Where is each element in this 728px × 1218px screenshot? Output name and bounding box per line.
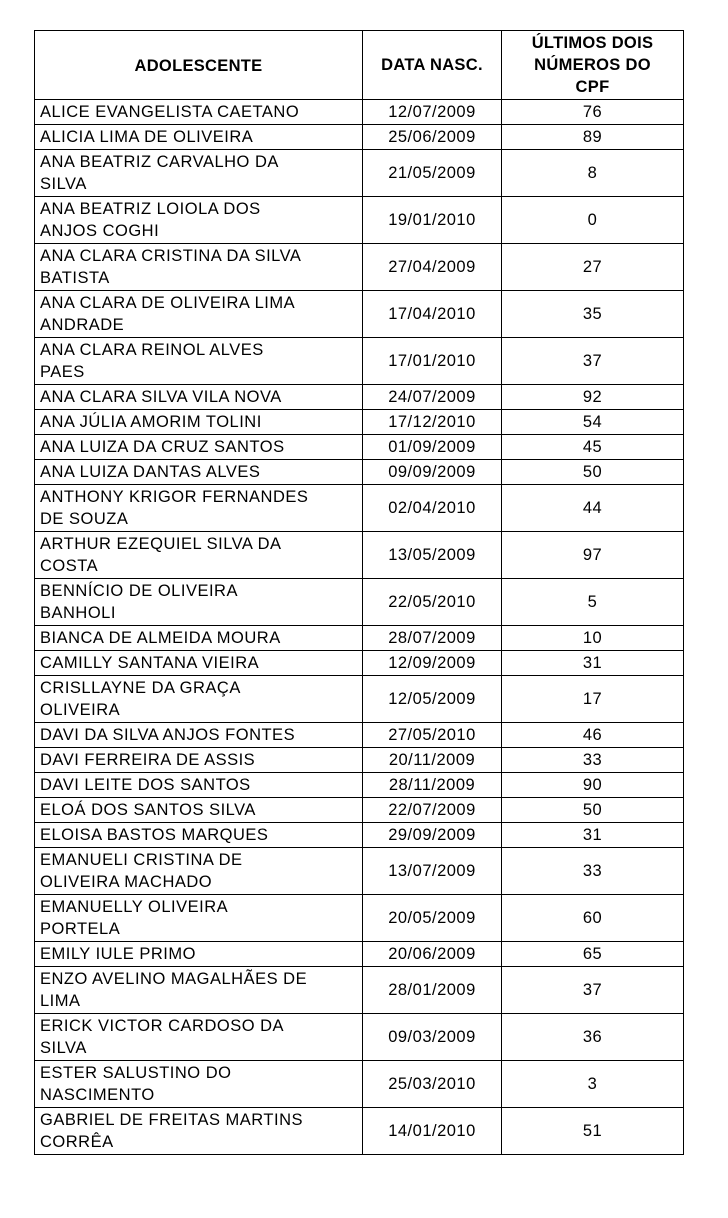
adolescent-name-line: ELOÁ DOS SANTOS SILVA [40, 801, 256, 819]
adolescent-name-cell [35, 895, 363, 942]
adolescent-name-line: ENZO AVELINO MAGALHÃES DE [40, 970, 308, 988]
table-row [35, 385, 684, 410]
cpf-digits-cell: 60 [502, 895, 684, 942]
adolescent-name-cell [35, 773, 363, 798]
adolescent-name-line: ANDRADE [40, 316, 125, 334]
table-row [35, 1061, 684, 1108]
adolescent-name-line: ANA LUIZA DANTAS ALVES [40, 463, 261, 481]
cpf-digits-cell: 31 [502, 823, 684, 848]
birth-date-cell: 27/05/2010 [363, 723, 502, 748]
adolescent-name-cell [35, 626, 363, 651]
adolescent-name-line: CRISLLAYNE DA GRAÇA [40, 679, 241, 697]
adolescent-name-line: DAVI LEITE DOS SANTOS [40, 776, 251, 794]
table-row [35, 967, 684, 1014]
adolescent-name-cell [35, 100, 363, 125]
adolescent-name-cell [35, 385, 363, 410]
table-row [35, 798, 684, 823]
birth-date-cell: 22/07/2009 [363, 798, 502, 823]
header-cpf [502, 31, 684, 100]
birth-date-cell: 25/06/2009 [363, 125, 502, 150]
adolescent-name-cell [35, 460, 363, 485]
birth-date-cell: 29/09/2009 [363, 823, 502, 848]
table-row [35, 1108, 684, 1155]
birth-date-cell: 13/07/2009 [363, 848, 502, 895]
adolescent-name-cell [35, 1061, 363, 1108]
adolescent-name-cell [35, 967, 363, 1014]
table-row [35, 579, 684, 626]
birth-date-cell: 20/11/2009 [363, 748, 502, 773]
adolescent-name-cell [35, 748, 363, 773]
cpf-digits-cell: 46 [502, 723, 684, 748]
birth-date-cell: 01/09/2009 [363, 435, 502, 460]
birth-date-cell: 20/06/2009 [363, 942, 502, 967]
adolescent-name-line: DE SOUZA [40, 510, 129, 528]
birth-date-cell: 19/01/2010 [363, 197, 502, 244]
cpf-digits-cell: 50 [502, 460, 684, 485]
cpf-digits-cell: 97 [502, 532, 684, 579]
cpf-digits-cell: 45 [502, 435, 684, 460]
table-row [35, 244, 684, 291]
adolescent-name-line: EMANUELLY OLIVEIRA [40, 898, 229, 916]
adolescent-name-line: DAVI FERREIRA DE ASSIS [40, 751, 256, 769]
cpf-digits-cell: 44 [502, 485, 684, 532]
adolescent-name-cell [35, 435, 363, 460]
adolescent-name-line: LIMA [40, 992, 81, 1010]
adolescent-name-cell [35, 651, 363, 676]
adolescent-name-line: ANA BEATRIZ LOIOLA DOS [40, 200, 261, 218]
adolescent-name-cell [35, 291, 363, 338]
table-row [35, 125, 684, 150]
birth-date-cell: 12/07/2009 [363, 100, 502, 125]
cpf-digits-cell: 65 [502, 942, 684, 967]
birth-date-cell: 25/03/2010 [363, 1061, 502, 1108]
cpf-digits-cell: 50 [502, 798, 684, 823]
cpf-digits-cell: 35 [502, 291, 684, 338]
header-cpf-line1: ÚLTIMOS DOIS [531, 34, 654, 52]
cpf-digits-cell: 10 [502, 626, 684, 651]
adolescent-name-line: CAMILLY SANTANA VIEIRA [40, 654, 260, 672]
header-adolescente: ADOLESCENTE [35, 31, 363, 100]
birth-date-cell: 14/01/2010 [363, 1108, 502, 1155]
birth-date-cell: 22/05/2010 [363, 579, 502, 626]
table-row [35, 626, 684, 651]
adolescent-name-cell [35, 798, 363, 823]
cpf-digits-cell: 33 [502, 848, 684, 895]
cpf-digits-cell: 36 [502, 1014, 684, 1061]
adolescent-name-line: OLIVEIRA MACHADO [40, 873, 213, 891]
cpf-digits-cell: 8 [502, 150, 684, 197]
adolescent-name-line: ESTER SALUSTINO DO [40, 1064, 232, 1082]
adolescent-name-cell [35, 823, 363, 848]
birth-date-cell: 13/05/2009 [363, 532, 502, 579]
table-row [35, 485, 684, 532]
adolescent-name-cell [35, 125, 363, 150]
birth-date-cell: 17/01/2010 [363, 338, 502, 385]
birth-date-cell: 28/11/2009 [363, 773, 502, 798]
adolescent-name-cell [35, 150, 363, 197]
adolescent-name-line: ANJOS COGHI [40, 222, 160, 240]
cpf-digits-cell: 33 [502, 748, 684, 773]
birth-date-cell: 21/05/2009 [363, 150, 502, 197]
cpf-digits-cell: 37 [502, 967, 684, 1014]
cpf-digits-cell: 3 [502, 1061, 684, 1108]
birth-date-cell: 09/03/2009 [363, 1014, 502, 1061]
adolescent-name-line: DAVI DA SILVA ANJOS FONTES [40, 726, 296, 744]
adolescent-name-line: GABRIEL DE FREITAS MARTINS [40, 1111, 303, 1129]
cpf-digits-cell: 0 [502, 197, 684, 244]
adolescent-name-line: COSTA [40, 557, 99, 575]
table-row [35, 773, 684, 798]
adolescent-name-cell [35, 579, 363, 626]
header-cpf-line3: CPF [575, 78, 610, 96]
birth-date-cell: 17/12/2010 [363, 410, 502, 435]
table-row [35, 651, 684, 676]
adolescent-name-cell [35, 1014, 363, 1061]
adolescent-name-line: ANA CLARA DE OLIVEIRA LIMA [40, 294, 296, 312]
table-row [35, 532, 684, 579]
header-cpf-line2: NÚMEROS DO [534, 56, 651, 74]
adolescent-name-line: OLIVEIRA [40, 701, 121, 719]
adolescent-name-line: ALICIA LIMA DE OLIVEIRA [40, 128, 254, 146]
birth-date-cell: 17/04/2010 [363, 291, 502, 338]
adolescent-name-line: BANHOLI [40, 604, 116, 622]
table-row [35, 895, 684, 942]
adolescent-name-line: BATISTA [40, 269, 110, 287]
cpf-digits-cell: 17 [502, 676, 684, 723]
table-row [35, 1014, 684, 1061]
cpf-digits-cell: 90 [502, 773, 684, 798]
cpf-digits-cell: 89 [502, 125, 684, 150]
adolescents-table [34, 30, 684, 1155]
cpf-digits-cell: 27 [502, 244, 684, 291]
adolescent-name-cell [35, 1108, 363, 1155]
adolescent-name-line: NASCIMENTO [40, 1086, 155, 1104]
adolescent-name-cell [35, 410, 363, 435]
birth-date-cell: 27/04/2009 [363, 244, 502, 291]
table-row [35, 410, 684, 435]
table-row [35, 676, 684, 723]
birth-date-cell: 20/05/2009 [363, 895, 502, 942]
adolescent-name-line: PORTELA [40, 920, 121, 938]
adolescent-name-cell [35, 244, 363, 291]
birth-date-cell: 12/09/2009 [363, 651, 502, 676]
table-row [35, 460, 684, 485]
table-row [35, 435, 684, 460]
adolescent-name-line: PAES [40, 363, 85, 381]
adolescent-name-line: ANA BEATRIZ CARVALHO DA [40, 153, 279, 171]
adolescent-name-line: EMANUELI CRISTINA DE [40, 851, 243, 869]
table-row [35, 291, 684, 338]
birth-date-cell: 28/07/2009 [363, 626, 502, 651]
adolescent-name-cell [35, 942, 363, 967]
cpf-digits-cell: 37 [502, 338, 684, 385]
table-row [35, 942, 684, 967]
adolescent-name-cell [35, 338, 363, 385]
table-row [35, 748, 684, 773]
adolescent-name-cell [35, 848, 363, 895]
birth-date-cell: 09/09/2009 [363, 460, 502, 485]
adolescent-name-line: EMILY IULE PRIMO [40, 945, 196, 963]
adolescent-name-cell [35, 676, 363, 723]
adolescent-name-line: ANA CLARA CRISTINA DA SILVA [40, 247, 302, 265]
table-row [35, 823, 684, 848]
birth-date-cell: 28/01/2009 [363, 967, 502, 1014]
cpf-digits-cell: 54 [502, 410, 684, 435]
cpf-digits-cell: 5 [502, 579, 684, 626]
header-data-nasc: DATA NASC. [363, 31, 502, 100]
adolescent-name-line: ERICK VICTOR CARDOSO DA [40, 1017, 285, 1035]
adolescent-name-cell [35, 197, 363, 244]
adolescent-name-line: ANA CLARA SILVA VILA NOVA [40, 388, 282, 406]
table-row [35, 197, 684, 244]
adolescent-name-line: BIANCA DE ALMEIDA MOURA [40, 629, 281, 647]
table-header-row [35, 31, 684, 100]
table-row [35, 723, 684, 748]
adolescent-name-cell [35, 723, 363, 748]
cpf-digits-cell: 31 [502, 651, 684, 676]
cpf-digits-cell: 92 [502, 385, 684, 410]
table-body [35, 100, 684, 1155]
cpf-digits-cell: 76 [502, 100, 684, 125]
adolescent-name-line: SILVA [40, 1039, 87, 1057]
cpf-digits-cell: 51 [502, 1108, 684, 1155]
table-row [35, 150, 684, 197]
adolescent-name-line: ANA JÚLIA AMORIM TOLINI [40, 413, 262, 431]
adolescent-name-cell [35, 532, 363, 579]
adolescent-name-line: BENNÍCIO DE OLIVEIRA [40, 582, 238, 600]
adolescent-name-line: ARTHUR EZEQUIEL SILVA DA [40, 535, 282, 553]
adolescent-name-line: ANA CLARA REINOL ALVES [40, 341, 264, 359]
adolescent-name-line: SILVA [40, 175, 87, 193]
table-row [35, 848, 684, 895]
table-row [35, 338, 684, 385]
adolescent-name-line: ALICE EVANGELISTA CAETANO [40, 103, 300, 121]
adolescent-name-line: ANTHONY KRIGOR FERNANDES [40, 488, 309, 506]
adolescent-name-cell [35, 485, 363, 532]
adolescent-name-line: ANA LUIZA DA CRUZ SANTOS [40, 438, 285, 456]
birth-date-cell: 02/04/2010 [363, 485, 502, 532]
birth-date-cell: 12/05/2009 [363, 676, 502, 723]
adolescent-name-line: ELOISA BASTOS MARQUES [40, 826, 269, 844]
adolescent-name-line: CORRÊA [40, 1133, 114, 1151]
table-row [35, 100, 684, 125]
birth-date-cell: 24/07/2009 [363, 385, 502, 410]
